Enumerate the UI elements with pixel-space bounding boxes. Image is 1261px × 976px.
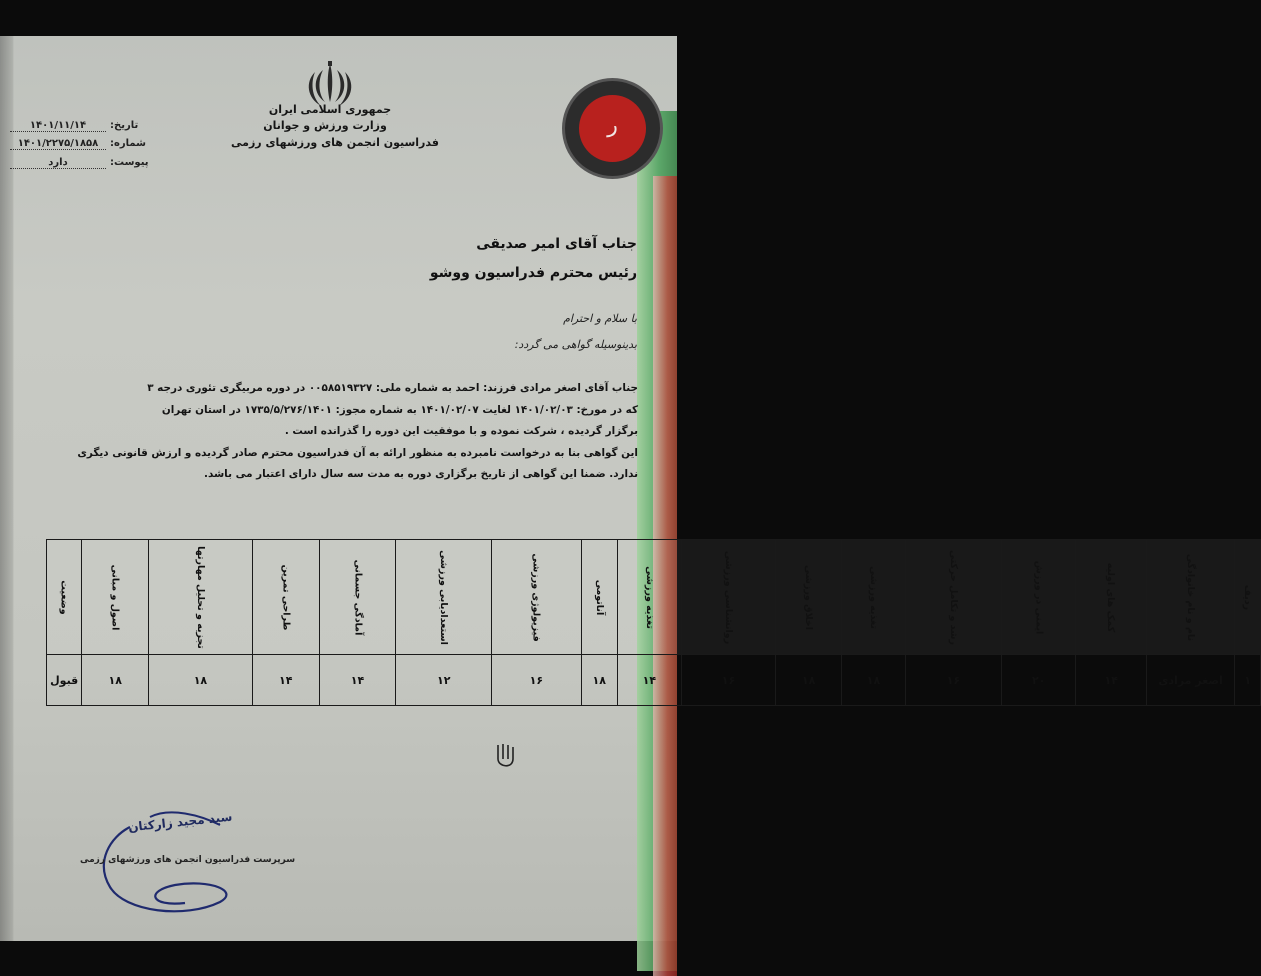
table-cell: ۱۴ bbox=[1076, 655, 1146, 706]
column-header: روانشناسی ورزشی bbox=[681, 540, 775, 655]
federation-logo-red-disc bbox=[579, 95, 646, 162]
meta-number-label: شماره: bbox=[110, 138, 146, 149]
table-cell: ۱ bbox=[1235, 655, 1261, 706]
table-cell: ۱۶ bbox=[681, 655, 775, 706]
hand-mark-icon bbox=[492, 741, 522, 771]
meta-date bbox=[10, 120, 138, 132]
meta-number-value: ۱۴۰۱/۲۲۷۵/۱۸۵۸ bbox=[10, 138, 106, 150]
header-country: جمهوری اسلامی ایران bbox=[268, 103, 392, 116]
body-line: جناب آقای اصغر مرادی فرزند: احمد به شماره ملی: ۰۰۵۸۵۱۹۳۲۷ در دوره مربیگری تئوری درجه ۳ bbox=[147, 382, 638, 394]
meta-attachment-value: دارد bbox=[10, 157, 106, 169]
column-header: آمادگی جسمانی bbox=[319, 540, 396, 655]
column-header: استعدادیابی ورزشی bbox=[396, 540, 492, 655]
certificate-page bbox=[0, 36, 1254, 941]
body-line: برگزار گردیده ، شرکت نموده و با موفقیت این دوره را گذرانده است . bbox=[284, 425, 638, 437]
table-cell: ۲۰ bbox=[1001, 655, 1076, 706]
signatory-name: سید مجید زارکتان bbox=[127, 809, 233, 835]
table-cell: ۱۸ bbox=[581, 655, 617, 706]
table-cell: ۱۸ bbox=[776, 655, 842, 706]
column-header: طراحی تمرین bbox=[252, 540, 319, 655]
table-cell: ۱۴ bbox=[319, 655, 396, 706]
table-cell: ۱۴ bbox=[617, 655, 681, 706]
column-header: نام و نام خانوادگی bbox=[1146, 540, 1234, 655]
column-header: تجزیه و تحلیل مهارتها bbox=[149, 540, 253, 655]
column-header: رشد و تکامل حرکتی bbox=[905, 540, 1001, 655]
column-header: کمک های اولیه bbox=[1076, 540, 1146, 655]
column-header: اخلاق ورزشی bbox=[776, 540, 842, 655]
table-cell: ۱۸ bbox=[149, 655, 253, 706]
column-header: تغذیه ورزشی bbox=[842, 540, 906, 655]
table-cell: ۱۲ bbox=[396, 655, 492, 706]
meta-number bbox=[10, 138, 146, 150]
meta-date-label: تاریخ: bbox=[110, 120, 139, 131]
table-cell: اصغر مرادی bbox=[1146, 655, 1234, 706]
body-line: این گواهی بنا به درخواست نامبرده به منظور ارائه به آن فدراسیون محترم صادر گردیده و ارزش قانونی دیگری bbox=[77, 446, 638, 459]
header-federation: فدراسیون انجمن های ورزشهای رزمی bbox=[231, 136, 439, 149]
body-line: که در مورخ: ۱۴۰۱/۰۲/۰۳ لغایت ۱۴۰۱/۰۲/۰۷ به شماره مجوز: ۱۷۳۵/۵/۲۷۶/۱۴۰۱ در استان تهران bbox=[161, 403, 638, 416]
table-cell: ۱۴ bbox=[252, 655, 319, 706]
table-header-row bbox=[47, 540, 1261, 655]
table-row bbox=[47, 655, 1261, 706]
page-shadow bbox=[0, 36, 14, 941]
column-header: فیزیولوژی ورزشی bbox=[492, 540, 581, 655]
certificate-body bbox=[58, 378, 638, 486]
meta-date-value: ۱۴۰۱/۱۱/۱۴ bbox=[10, 120, 106, 132]
table-cell: قبول bbox=[47, 655, 82, 706]
federation-logo-glyph: ﺭ bbox=[607, 113, 618, 138]
column-header: ردیف bbox=[1235, 540, 1261, 655]
body-line: ندارد. ضمنا این گواهی از تاریخ برگزاری دوره به مدت سه سال دارای اعتبار می باشد. bbox=[204, 468, 638, 480]
column-header: وضعیت bbox=[47, 540, 82, 655]
table-cell: ۱۸ bbox=[842, 655, 906, 706]
signatory-title: سرپرست فدراسیون انجمن های ورزشهای رزمی bbox=[80, 855, 296, 865]
column-header: آناتومی bbox=[581, 540, 617, 655]
table-cell: ۱۶ bbox=[492, 655, 581, 706]
table-cell: ۱۸ bbox=[82, 655, 149, 706]
column-header: ایمنی در ورزش bbox=[1001, 540, 1076, 655]
column-header: اصول و مبانی bbox=[82, 540, 149, 655]
addressee-title: رئیس محترم فدراسیون ووشو bbox=[429, 265, 637, 281]
addressee-name: جناب آقای امیر صدیقی bbox=[476, 236, 637, 252]
grades-table bbox=[46, 539, 1261, 706]
column-header: تغذیه ورزشی bbox=[617, 540, 681, 655]
greeting-certify: بدینوسیله گواهی می گردد: bbox=[514, 338, 637, 351]
meta-attachment-label: پیوست: bbox=[110, 157, 149, 168]
meta-attachment bbox=[10, 157, 149, 169]
federation-logo bbox=[565, 81, 660, 176]
table-cell: ۱۶ bbox=[905, 655, 1001, 706]
greeting-salutation: با سلام و احترام bbox=[563, 312, 637, 325]
header-ministry: وزارت ورزش و جوانان bbox=[263, 119, 387, 132]
